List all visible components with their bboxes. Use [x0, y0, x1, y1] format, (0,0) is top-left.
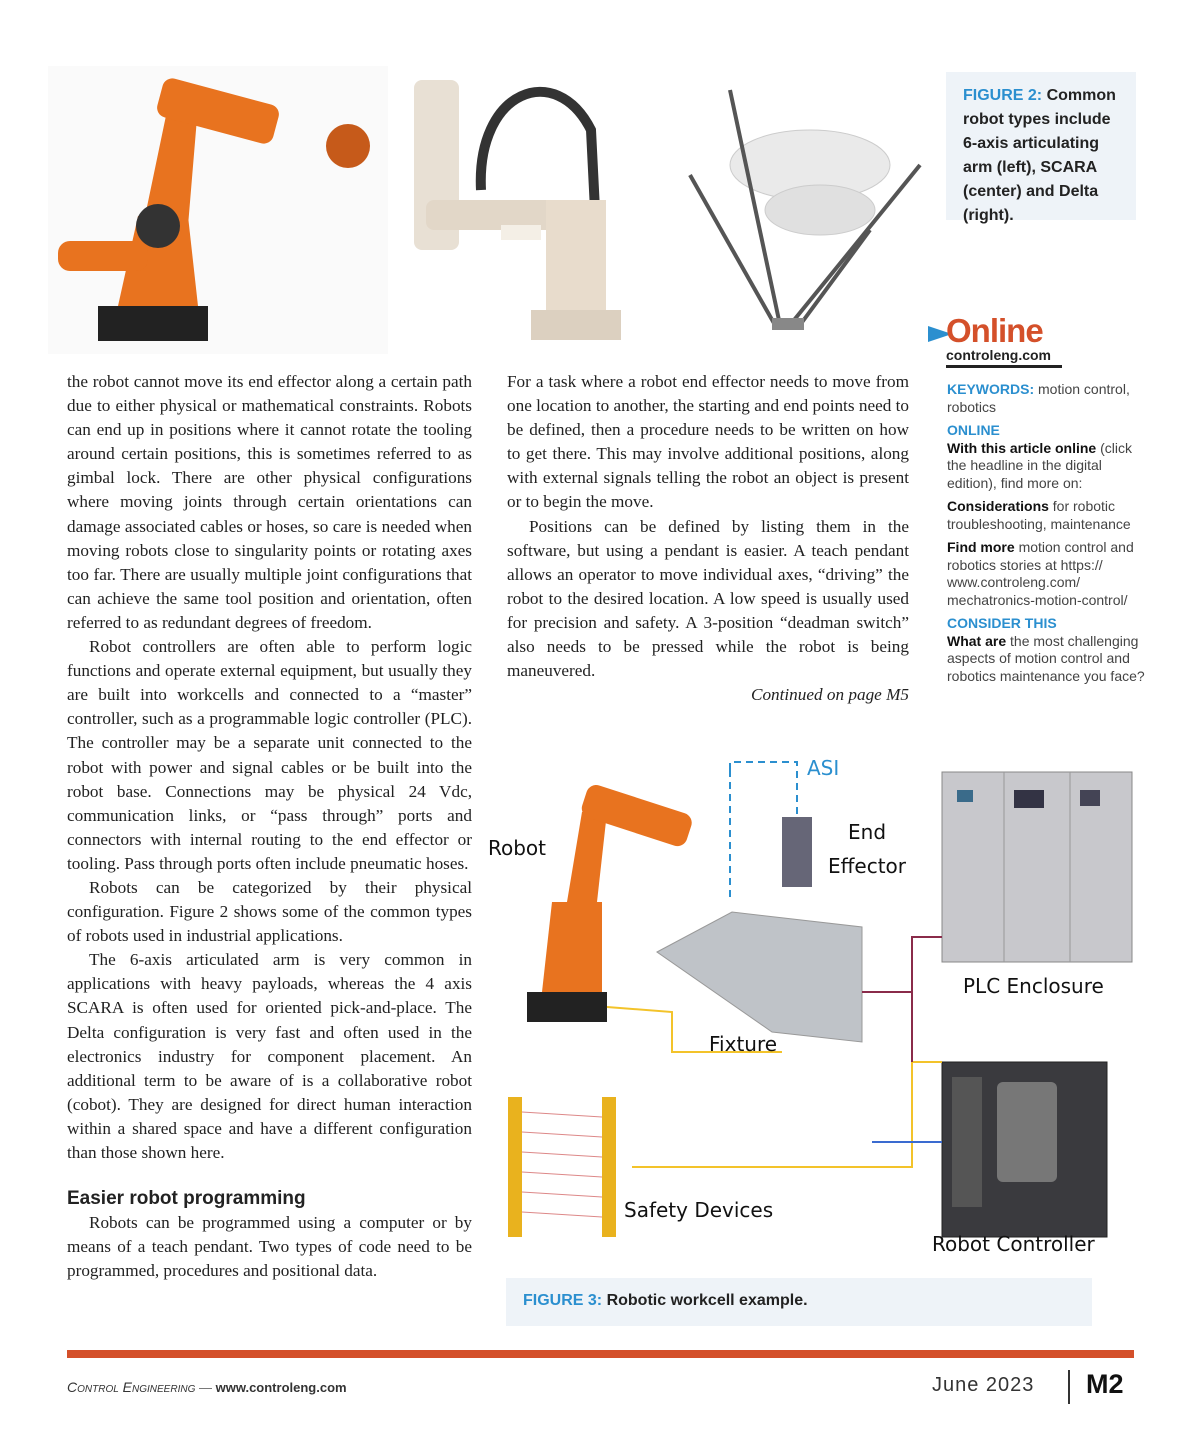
- figure3-caption: [506, 1278, 1092, 1326]
- article-column-2: [507, 370, 909, 707]
- online-site: controleng.com: [946, 347, 1052, 363]
- label-robot: Robot: [488, 836, 547, 860]
- figure3-diagram: [482, 752, 1142, 1272]
- online-logo-text: Online: [946, 312, 1043, 349]
- label-effector: Effector: [828, 854, 907, 878]
- photo-scara-robot: [406, 70, 646, 354]
- what-are-bold: What are: [947, 632, 1007, 649]
- footer-rule: [67, 1350, 1134, 1358]
- label-asi: ASI: [807, 756, 840, 780]
- footer-magazine: Control Engineering: [67, 1379, 196, 1395]
- col1-paragraph-3: Robots can be categorized by their physical configuration. Figure 2 shows some of the common types of robots used in industrial applications.: [67, 877, 472, 946]
- footer-divider: [1068, 1370, 1070, 1404]
- footer-dash: —: [198, 1380, 212, 1395]
- label-end: End: [848, 820, 887, 844]
- logo-underline: [946, 365, 1062, 368]
- keywords-label: KEYWORDS:: [947, 381, 1035, 397]
- label-plc-enclosure: PLC Enclosure: [963, 974, 1104, 998]
- online-heading: ONLINE: [947, 422, 1000, 438]
- footer-date: June 2023: [932, 1374, 1035, 1396]
- label-safety-devices: Safety Devices: [624, 1198, 774, 1222]
- considerations-bold: Considerations: [947, 498, 1049, 514]
- section-heading: Easier robot programming: [67, 1188, 306, 1210]
- label-robot-controller: Robot Controller: [932, 1232, 1095, 1256]
- find-more-bold: Find more: [947, 539, 1015, 555]
- continued-on-page[interactable]: Continued on page M5: [750, 685, 909, 705]
- figure3-text: Robotic workcell example.: [606, 1292, 808, 1309]
- col1-paragraph-1: the robot cannot move its end effector along a certain path due to either physical or mathematical constraints. Robots can end up in positions where it cannot rotate the tooling around certain positions, this is sometimes referred to as gimbal lock. There are other physical configurations where moving joints through certain orientations can damage associated cables or hoses, so care is needed when moving robots close to singularity points or rotating axes too far. There are usually multiple joint configurations that can achieve the same tool position and orientation, often referred to as redundant degrees of freedom.: [67, 372, 472, 632]
- col1-paragraph-5: Robots can be programmed using a computer or by means of a teach pendant. Two types of code need to be programmed, procedures and positional data.: [67, 1213, 472, 1281]
- article-column-1: [67, 370, 472, 1283]
- photo-6axis-robot: [48, 66, 388, 354]
- find-more-link[interactable]: motion control and robotics stories at https:// www.controleng.com/ mechatronics-motion-control/: [947, 539, 1134, 608]
- online-logo: [928, 312, 1138, 368]
- col1-paragraph-2: Robot controllers are often able to perform logic functions and operate external equipment, but usually they are built into workcells and connected to a “master” controller, such as a programmable logic controller (PLC). The controller may be a separate unit connected to the robot with power and signal cables or be built into the robot base. Connections may be physical 24 Vdc, communication links, or “pass through” ports and connectors with internal routing to the end effector or tooling. Pass through ports often include pneumatic hoses.: [67, 637, 472, 873]
- footer-url[interactable]: www.controleng.com: [215, 1380, 347, 1395]
- footer-left: [67, 1379, 347, 1395]
- considerations-rest: for robotic troubleshooting, maintenance: [947, 498, 1131, 532]
- figure3-label: FIGURE 3:: [523, 1292, 603, 1309]
- photo-delta-robot: [680, 80, 930, 350]
- col2-paragraph-1: For a task where a robot end effector needs to move from one location to another, the starting and end points need to be defined, then a procedure needs to be written on how to get there. This may involve additional positions, along with external signals telling the robot an object is present or to begin the move.: [507, 372, 909, 512]
- with-article-rest: (click the headline in the digital edition), find more on:: [947, 439, 1133, 491]
- col2-paragraph-2: Positions can be defined by listing them in the software, but using a pendant is easier. A teach pendant allows an operator to move individual axes, “driving” the robot to the desired location. A low speed is usually used for precision and safety. A 3-position “deadman switch” also needs to be pressed while the robot is being maneuvered.: [507, 516, 909, 681]
- with-article-bold[interactable]: With this article online: [947, 439, 1097, 456]
- footer-page-number: M2: [1086, 1369, 1124, 1399]
- figure2-text: Common robot types include 6-axis articulating arm (left), SCARA (center) and Delta (right).: [963, 87, 1116, 224]
- what-are-rest: the most challenging aspects of motion control and robotics maintenance you face?: [947, 632, 1145, 684]
- col1-paragraph-4: The 6-axis articulated arm is very common in applications with heavy payloads, whereas the 4 axis SCARA is often used for oriented pick-and-place. The Delta configuration is very fast and often used in the electronics industry for component placement. An additional term to be aware of is a collaborative robot (cobot). They are designed for direct human interaction within a shared space and have a different configuration than those shown here.: [67, 950, 472, 1162]
- keywords-text: motion control, robotics: [947, 381, 1130, 415]
- consider-heading: CONSIDER THIS: [947, 615, 1057, 631]
- figure2-caption: [946, 72, 1136, 224]
- online-sidebar: [947, 381, 1147, 685]
- figure2-label: FIGURE 2:: [963, 87, 1043, 104]
- label-fixture: Fixture: [709, 1032, 778, 1056]
